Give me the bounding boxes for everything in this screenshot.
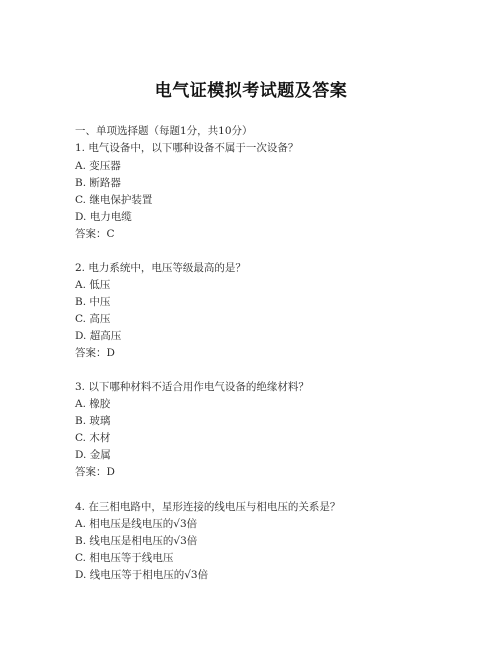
question-3-option-b: B. 玻璃 [75,415,111,427]
question-1-option-a: A. 变压器 [75,160,121,172]
question-3-option-d: D. 金属 [75,449,111,461]
question-2-option-d: D. 超高压 [75,330,122,342]
document-title: 电气证模拟考试题及答案 [154,81,348,101]
question-2-option-a: A. 低压 [75,279,111,291]
question-2-stem: 2. 电力系统中，电压等级最高的是？ [75,262,246,274]
question-4-option-c: C. 相电压等于线电压 [75,552,174,564]
question-2-option-b: B. 中压 [75,296,111,308]
question-2-answer: 答案：D [75,347,115,359]
question-1-option-b: B. 断路器 [75,177,121,189]
question-3-stem: 3. 以下哪种材料不适合用作电气设备的绝缘材料？ [75,381,309,393]
section-heading: 一、单项选择题（每题1分，共10分） [75,125,253,137]
question-4-option-a: A. 相电压是线电压的√3倍 [75,518,198,530]
question-4-option-d: D. 线电压等于相电压的√3倍 [75,569,209,581]
question-1-answer: 答案：C [75,228,115,240]
question-3-option-a: A. 橡胶 [75,398,111,410]
question-1-option-d: D. 电力电缆 [75,211,132,223]
question-4-option-b: B. 线电压是相电压的√3倍 [75,535,198,547]
question-2-option-c: C. 高压 [75,313,111,325]
question-1-option-c: C. 继电保护装置 [75,194,153,206]
question-3-option-c: C. 木材 [75,432,111,444]
question-1-stem: 1. 电气设备中，以下哪种设备不属于一次设备？ [75,142,299,154]
question-3-answer: 答案：D [75,466,115,478]
question-4-stem: 4. 在三相电路中，星形连接的线电压与相电压的关系是？ [75,501,341,513]
